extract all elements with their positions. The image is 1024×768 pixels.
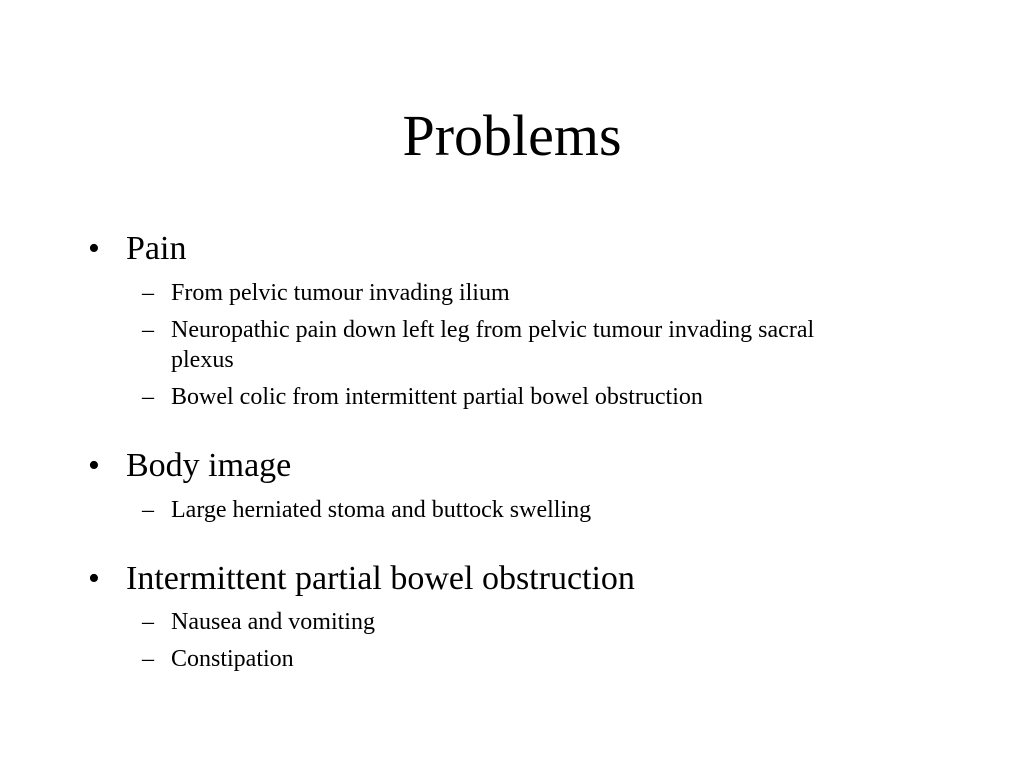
bullet-marker: •	[88, 230, 100, 267]
bullet-heading: Body image	[126, 447, 292, 484]
sub-item-text: Bowel colic from intermittent partial bowel obstruction	[171, 384, 703, 410]
sub-item-text: Large herniated stoma and buttock swelling	[171, 497, 592, 523]
sub-item-text: Neuropathic pain down left leg from pelvic tumour invading sacral	[171, 317, 815, 343]
sub-item	[0, 495, 1024, 525]
sub-item-text: Constipation	[171, 646, 294, 672]
sub-item	[0, 278, 1024, 308]
bullet-item-body-image	[0, 447, 1024, 485]
sub-item	[0, 315, 1024, 345]
bullet-marker: •	[88, 447, 100, 484]
sub-item	[0, 607, 1024, 637]
slide-title: Problems	[402, 103, 622, 168]
bullet-item-pain	[0, 230, 1024, 268]
bullet-item-bowel-obstruction	[0, 560, 1024, 598]
dash-marker: –	[142, 280, 154, 306]
dash-marker: –	[142, 317, 154, 343]
sub-item-continuation	[0, 345, 1024, 375]
sub-item-text: plexus	[171, 347, 234, 373]
sub-item-text: From pelvic tumour invading ilium	[171, 280, 510, 306]
dash-marker: –	[142, 646, 154, 672]
sub-item	[0, 644, 1024, 674]
sub-item-text: Nausea and vomiting	[171, 609, 375, 635]
bullet-heading: Intermittent partial bowel obstruction	[126, 560, 635, 597]
sub-item	[0, 382, 1024, 412]
dash-marker: –	[142, 609, 154, 635]
dash-marker: –	[142, 384, 154, 410]
bullet-heading: Pain	[126, 230, 187, 267]
bullet-marker: •	[88, 560, 100, 597]
dash-marker: –	[142, 497, 154, 523]
